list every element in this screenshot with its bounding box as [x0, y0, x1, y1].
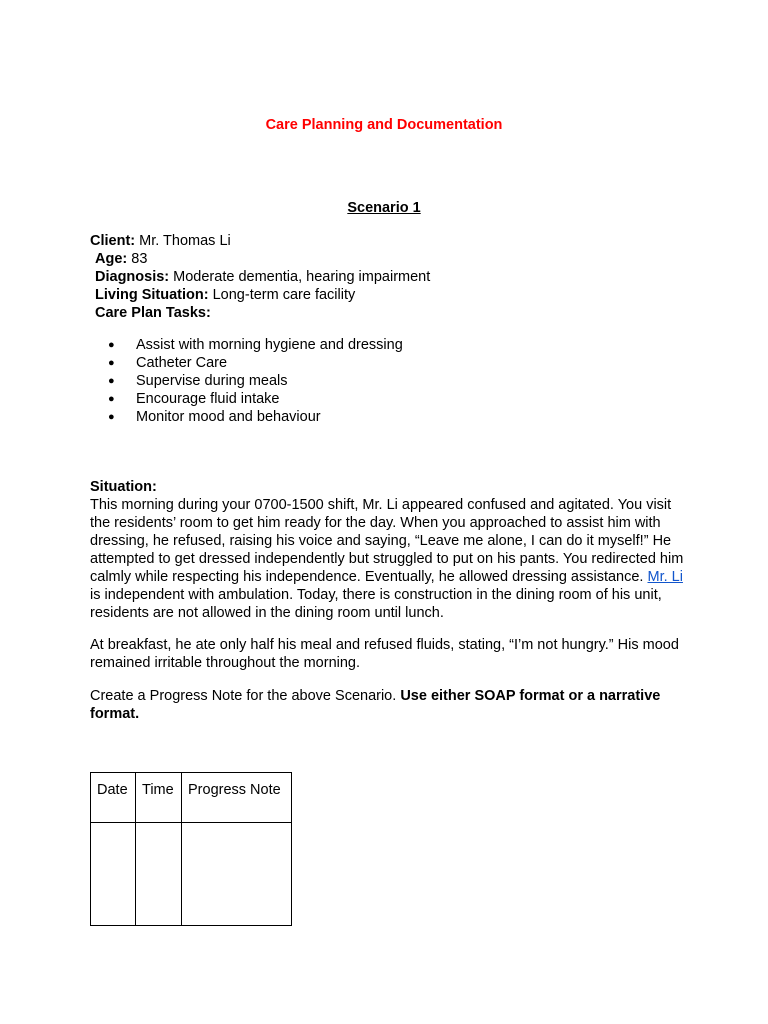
client-row	[90, 232, 430, 250]
cell-progress-note[interactable]	[182, 823, 292, 926]
bullet-icon: ●	[108, 393, 115, 405]
bullet-icon: ●	[108, 411, 115, 423]
living-situation-label: Living Situation:	[95, 287, 209, 303]
header-date: Date	[91, 773, 136, 823]
list-item	[108, 354, 403, 372]
cell-time[interactable]	[136, 823, 182, 926]
care-plan-row	[90, 304, 430, 322]
care-plan-task-list	[108, 336, 403, 426]
task-text: Catheter Care	[136, 355, 228, 371]
header-time: Time	[136, 773, 182, 823]
bullet-icon: ●	[108, 357, 115, 369]
living-situation-row	[90, 286, 430, 304]
diagnosis-row	[90, 268, 430, 286]
header-progress-note: Progress Note	[182, 773, 292, 823]
task-text: Assist with morning hygiene and dressing	[136, 337, 403, 353]
age-row	[90, 250, 430, 268]
progress-note-table	[90, 772, 292, 926]
assignment-text: Create a Progress Note for the above Scenario.	[90, 688, 397, 704]
client-value: Mr. Thomas Li	[139, 233, 231, 249]
list-item	[108, 336, 403, 354]
care-plan-label: Care Plan Tasks:	[95, 305, 211, 321]
living-situation-value: Long-term care facility	[212, 287, 356, 303]
bullet-icon: ●	[108, 375, 115, 387]
diagnosis-value: Moderate dementia, hearing impairment	[173, 269, 431, 285]
assignment-paragraph	[90, 687, 690, 723]
situation-label: Situation:	[90, 479, 157, 495]
situation-text-start: This morning during your 0700-1500 shift, Mr. Li appeared confused and agitated. You visit the residents’ room to get him ready for the day. When you approached to assist him with dressing, he refused, raising his voice and saying, “Leave me alone, I can do it myself!” He attempted to get dressed independently but struggled to put on his pants. You redirected him calmly while respecting his independence. Eventually, he allowed dressing assistance.	[90, 497, 684, 585]
diagnosis-label: Diagnosis:	[95, 269, 170, 285]
list-item	[108, 390, 403, 408]
table-row	[91, 823, 292, 926]
situation-section	[90, 478, 690, 622]
list-item	[108, 372, 403, 390]
client-label: Client:	[90, 233, 136, 249]
task-text: Monitor mood and behaviour	[136, 409, 321, 425]
scenario-title: Scenario 1	[347, 200, 421, 216]
breakfast-paragraph: At breakfast, he ate only half his meal and refused fluids, stating, “I’m not hungry.” His mood remained irritable throughout the morning.	[90, 637, 679, 671]
task-text: Supervise during meals	[136, 373, 288, 389]
page-title: Care Planning and Documentation	[265, 117, 503, 133]
situation-paragraph	[90, 496, 690, 622]
age-label: Age:	[95, 251, 128, 267]
client-info	[90, 232, 430, 322]
assignment-bold-text: Use either SOAP format or a narrative format.	[90, 688, 661, 722]
table-header-row	[91, 773, 292, 823]
task-text: Encourage fluid intake	[136, 391, 280, 407]
list-item	[108, 408, 403, 426]
client-name-link[interactable]: Mr. Li	[647, 569, 683, 585]
cell-date[interactable]	[91, 823, 136, 926]
situation-text-end: is independent with ambulation. Today, there is construction in the dining room of his unit, residents are not allowed in the dining room until lunch.	[90, 587, 662, 621]
age-value: 83	[131, 251, 148, 267]
bullet-icon: ●	[108, 339, 115, 351]
